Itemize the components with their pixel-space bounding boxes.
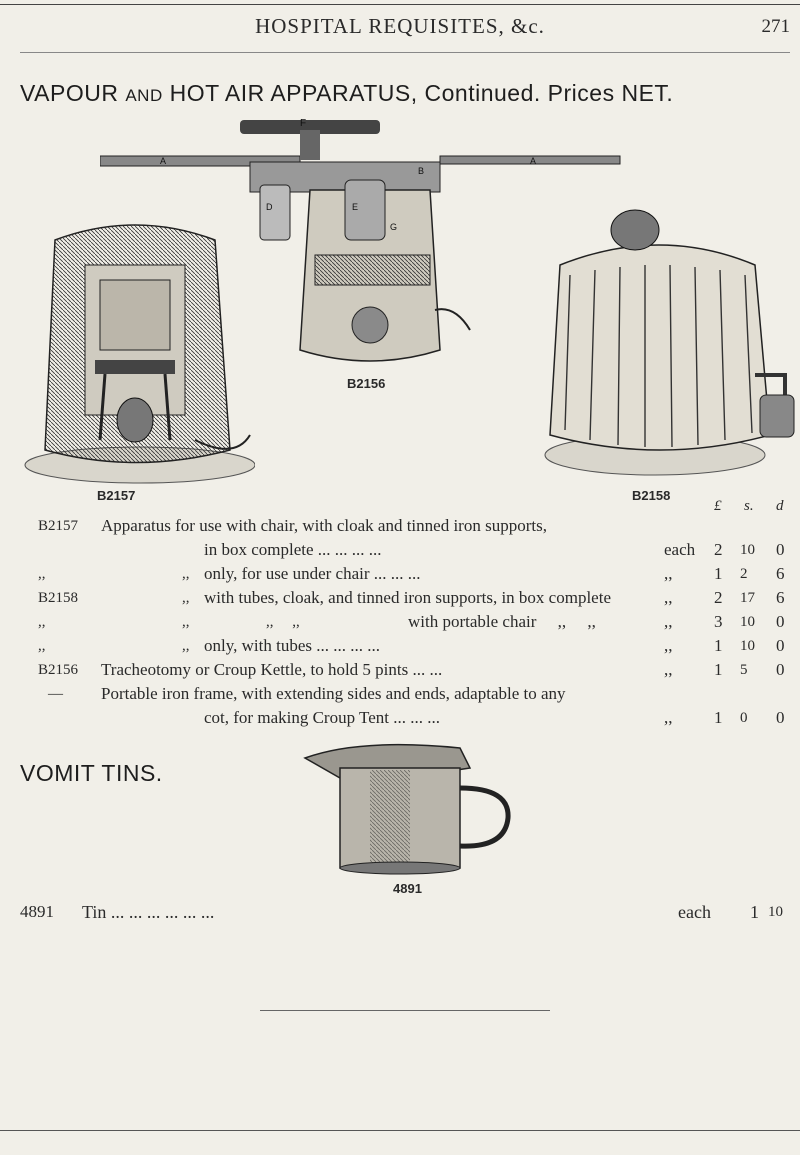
price-pence: 0 [776,612,785,631]
title-rest: HOT AIR APPARATUS, Continued. Prices NET. [169,80,674,106]
kettle-letter-f: F [300,118,307,129]
price-pounds: 2 [714,540,723,559]
price-shillings: 10 [768,904,783,920]
price-shillings: 10 [740,542,755,558]
title-word-vapour: VAPOUR [20,80,119,106]
figure-label-4891: 4891 [393,881,422,896]
price-row [0,610,800,634]
price-pence: 6 [776,588,785,607]
kettle-letter-g: G [390,222,398,232]
item-description: with tubes, cloak, and tinned iron supports, in box complete [204,588,611,607]
price-shillings: 10 [740,614,755,630]
tent-apparatus-illustration [540,195,795,480]
section-title-vomit-tins: VOMIT TINS. [20,760,163,786]
price-pence: 6 [776,564,785,583]
figure-label-b2157: B2157 [97,488,136,503]
kettle-letter-a-left: A [160,156,167,166]
page-number: 271 [761,16,790,37]
price-row [0,538,800,562]
item-unit: ,, [664,708,673,727]
price-shillings: 10 [740,638,755,654]
price-pounds: 1 [714,636,723,655]
figure-label-b2156: B2156 [347,376,386,391]
kettle-letter-e: E [352,202,359,212]
section-title-vapour [20,80,673,107]
header-rule [0,4,800,5]
item-code: ,, [38,566,46,582]
item-description: Tin ... ... ... ... ... ... [82,902,215,922]
ditto-mark: ,, [182,614,190,630]
item-description: only, with tubes ... ... ... ... [204,636,380,655]
ditto-mark: ,, [182,566,190,582]
price-row [0,586,800,610]
price-row [0,706,800,730]
ditto-mark: ,, ,, [266,614,300,630]
price-shillings: 0 [740,710,748,726]
item-code: ,, [38,638,46,654]
item-unit: ,, [664,588,673,607]
price-pounds: 1 [714,564,723,583]
title-word-and: AND [125,86,163,105]
item-code: B2156 [38,662,79,678]
price-row [0,514,800,538]
item-unit: ,, [664,660,673,679]
ditto-mark: ,, [182,638,190,654]
item-description: in box complete ... ... ... ... [204,540,382,559]
price-pence: 0 [776,636,785,655]
kettle-letter-d: D [266,202,273,212]
item-code: ,, [38,614,46,630]
price-row [0,658,800,682]
item-description: cot, for making Croup Tent ... ... ... [204,708,440,727]
price-pounds: 3 [714,612,723,631]
price-shillings: 2 [740,566,748,582]
price-shillings: 5 [740,662,748,678]
price-pence: 0 [776,708,785,727]
item-code: B2158 [38,590,79,606]
price-shillings: 17 [740,590,755,606]
price-row [0,900,800,924]
price-pounds: 1 [714,708,723,727]
currency-head-pence: d [776,498,784,514]
item-unit: ,, [664,636,673,655]
item-unit: each [678,902,711,922]
item-unit: ,, [664,612,673,631]
running-header: HOSPITAL REQUISITES, &c. [255,14,545,38]
figure-label-b2158: B2158 [632,488,671,503]
item-description: Portable iron frame, with extending sides and ends, adaptable to any [101,684,566,703]
item-unit: ,, [664,564,673,583]
kettle-letter-a-right: A [530,156,537,166]
item-code: B2157 [38,518,79,534]
item-unit: each [664,540,696,559]
price-pounds: 1 [750,902,759,922]
price-pounds: 1 [714,660,723,679]
price-pence: 0 [776,660,785,679]
currency-head-pounds: £ [714,498,722,514]
price-row [0,682,800,706]
item-description: Tracheotomy or Croup Kettle, to hold 5 pints ... ... [101,660,443,679]
price-pounds: 2 [714,588,723,607]
item-description: Apparatus for use with chair, with cloak and tinned iron supports, [101,516,547,535]
vomit-tin-illustration [300,738,515,878]
item-code: 4891 [20,902,54,921]
bottom-edge-rule [0,1130,800,1131]
currency-head-shillings: s. [744,498,754,514]
item-description: only, for use under chair ... ... ... [204,564,421,583]
header-underline [20,52,790,53]
item-code: — [48,686,63,702]
ditto-mark: ,, [182,590,190,606]
price-row [0,634,800,658]
item-description: with portable chair ,, ,, [408,612,596,631]
price-row [0,562,800,586]
kettle-letter-b: B [418,166,425,176]
price-pence: 0 [776,540,785,559]
footer-rule [260,1010,550,1011]
